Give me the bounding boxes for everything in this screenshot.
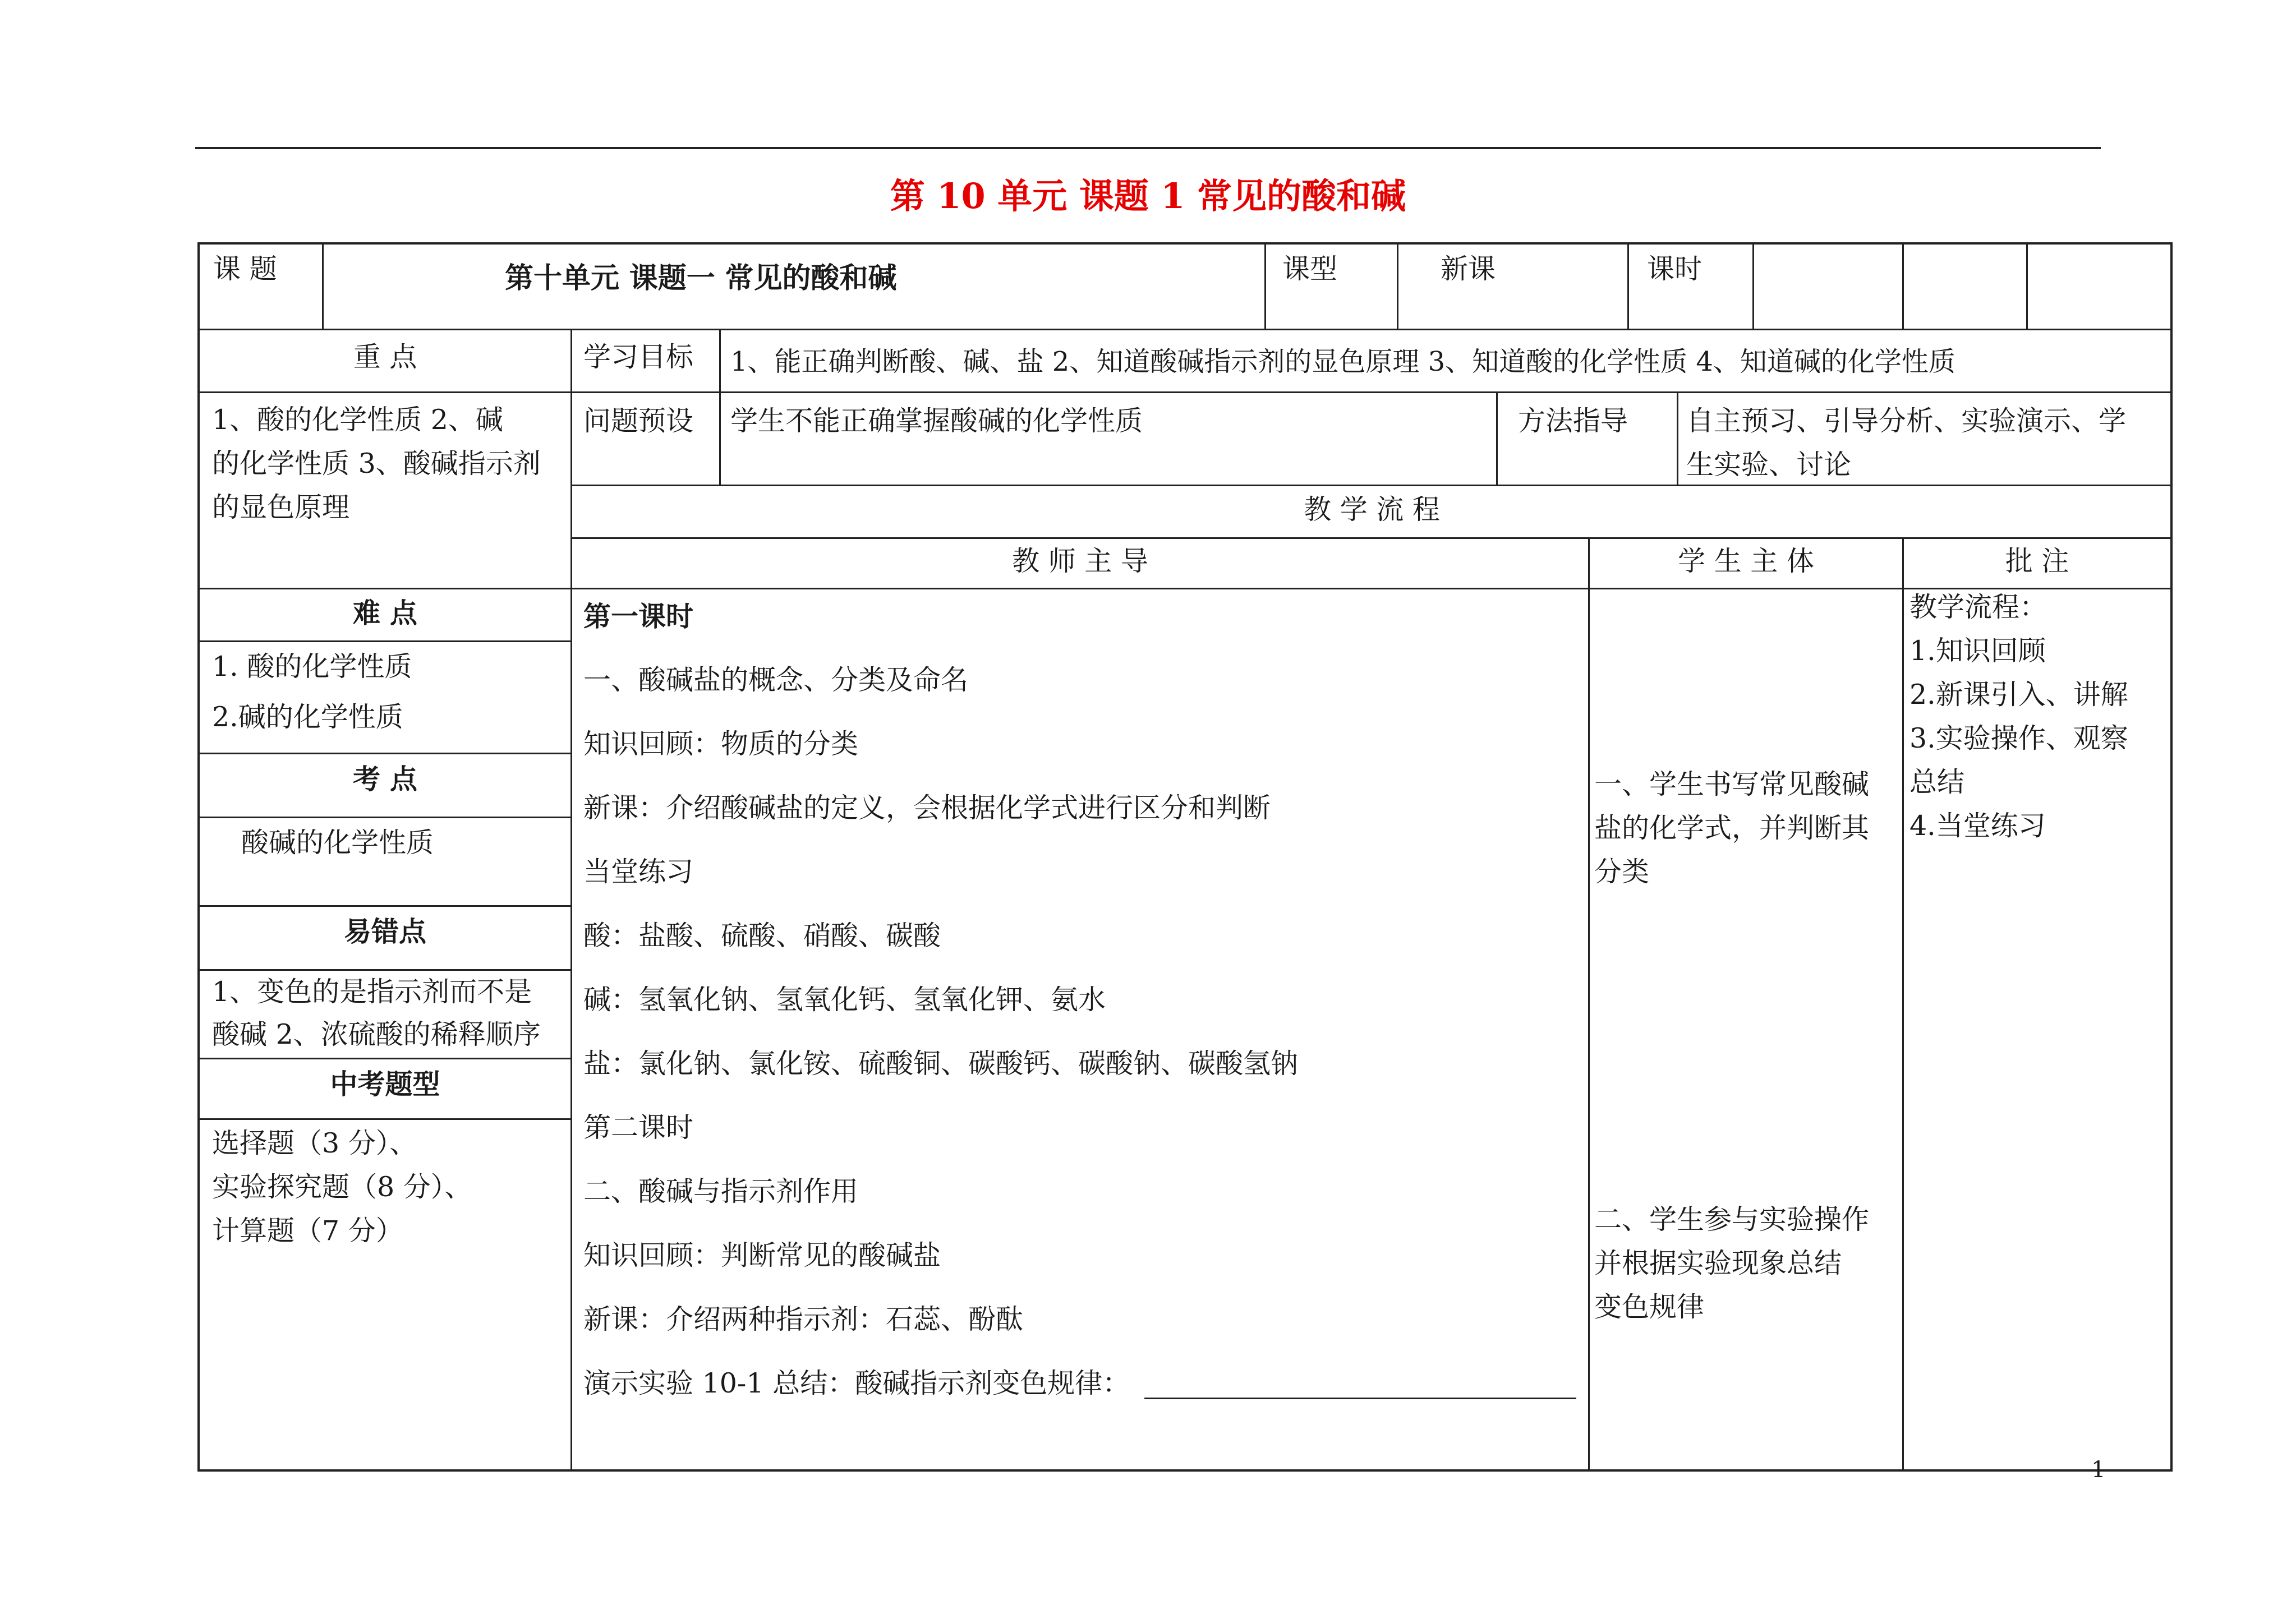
question-type-item: 选择题（3 分）、	[212, 1127, 417, 1159]
header-rule	[195, 147, 2101, 149]
method-guide-line: 生实验、讨论	[1686, 449, 1852, 481]
label-topic: 课 题	[213, 253, 277, 285]
learning-goal: 1、能正确判断酸、碱、盐 2、知道酸碱指示剂的显色原理 3、知道酸的化学性质 4、知道碱的化学性质	[730, 346, 1955, 377]
difficulty-item: 1. 酸的化学性质	[212, 651, 412, 683]
student-note-line: 一、学生书写常见酸碱	[1594, 768, 1870, 800]
remark-line: 3.实验操作、观察	[1910, 722, 2128, 754]
teacher-line: 盐：氯化钠、氯化铵、硫酸铜、碳酸钙、碳酸钠、碳酸氢钠	[583, 1048, 1299, 1080]
remark-line: 总结	[1910, 766, 1965, 798]
error-point-line: 酸碱 2、浓硫酸的稀释顺序	[212, 1018, 541, 1050]
label-method-guide: 方法指导	[1518, 405, 1628, 437]
exam-question-type-title: 中考题型	[330, 1068, 440, 1100]
teacher-line: 碱：氢氧化钠、氢氧化钙、氢氧化钾、氨水	[583, 984, 1106, 1016]
label-problem-preset: 问题预设	[583, 405, 694, 437]
column-student-main: 学 生 主 体	[1678, 545, 1814, 577]
student-note-line: 盐的化学式，并判断其	[1594, 812, 1870, 844]
question-type-item: 计算题（7 分）	[212, 1215, 403, 1247]
label-key-points: 重 点	[353, 341, 417, 373]
teacher-line: 二、酸碱与指示剂作用	[583, 1175, 859, 1207]
topic-value: 第十单元 课题一 常见的酸和碱	[505, 262, 897, 295]
student-note-line: 并根据实验现象总结	[1594, 1247, 1842, 1279]
question-type-item: 实验探究题（8 分）、	[212, 1171, 472, 1203]
key-point-line: 的显色原理	[212, 491, 350, 523]
teaching-flow-heading: 教 学 流 程	[1304, 494, 1440, 525]
remark-line: 4.当堂练习	[1910, 810, 2046, 842]
teacher-line-session-1: 第一课时	[583, 600, 694, 633]
teacher-line: 新课：介绍两种指示剂：石蕊、酚酞	[583, 1303, 1024, 1335]
student-note-line: 二、学生参与实验操作	[1594, 1204, 1870, 1235]
method-guide-line: 自主预习、引导分析、实验演示、学	[1686, 405, 2127, 437]
lesson-type-value: 新课	[1441, 253, 1496, 285]
page-number: 1	[2091, 1457, 2106, 1483]
label-class-hours: 课时	[1647, 253, 1703, 285]
problem-preset: 学生不能正确掌握酸碱的化学性质	[730, 405, 1143, 437]
column-teacher-lead: 教 师 主 导	[1012, 545, 1148, 577]
error-point-title: 易错点	[343, 915, 426, 948]
teacher-line: 一、酸碱盐的概念、分类及命名	[583, 664, 969, 696]
teacher-line: 新课：介绍酸碱盐的定义，会根据化学式进行区分和判断	[583, 792, 1271, 824]
teacher-line: 演示实验 10-1 总结：酸碱指示剂变色规律：	[583, 1367, 1130, 1399]
difficulty-item: 2.碱的化学性质	[212, 701, 403, 733]
difficulty-title: 难 点	[352, 597, 418, 629]
document-title: 第 10 单元 课题 1 常见的酸和碱	[890, 176, 1406, 216]
exam-point: 酸碱的化学性质	[241, 827, 434, 859]
exam-point-title: 考 点	[352, 763, 418, 795]
answer-blank-line	[1144, 1398, 1576, 1399]
label-learning-goal: 学习目标	[583, 341, 694, 373]
remark-line: 2.新课引入、讲解	[1910, 679, 2128, 711]
label-lesson-type: 课型	[1282, 253, 1338, 285]
teacher-line: 知识回顾：物质的分类	[583, 728, 859, 760]
key-point-line: 1、酸的化学性质 2、碱	[212, 404, 503, 436]
teacher-line: 当堂练习	[583, 856, 694, 888]
error-point-line: 1、变色的是指示剂而不是	[212, 976, 532, 1008]
student-note-line: 变色规律	[1594, 1291, 1705, 1323]
remark-line: 1.知识回顾	[1910, 635, 2046, 667]
remark-line: 教学流程：	[1910, 591, 2047, 623]
key-point-line: 的化学性质 3、酸碱指示剂	[212, 448, 541, 479]
teacher-line: 知识回顾：判断常见的酸碱盐	[583, 1239, 941, 1271]
student-note-line: 分类	[1594, 856, 1650, 888]
column-remarks: 批 注	[2005, 545, 2069, 577]
teacher-line: 酸：盐酸、硫酸、硝酸、碳酸	[583, 920, 941, 952]
teacher-line-session-2: 第二课时	[583, 1112, 694, 1144]
